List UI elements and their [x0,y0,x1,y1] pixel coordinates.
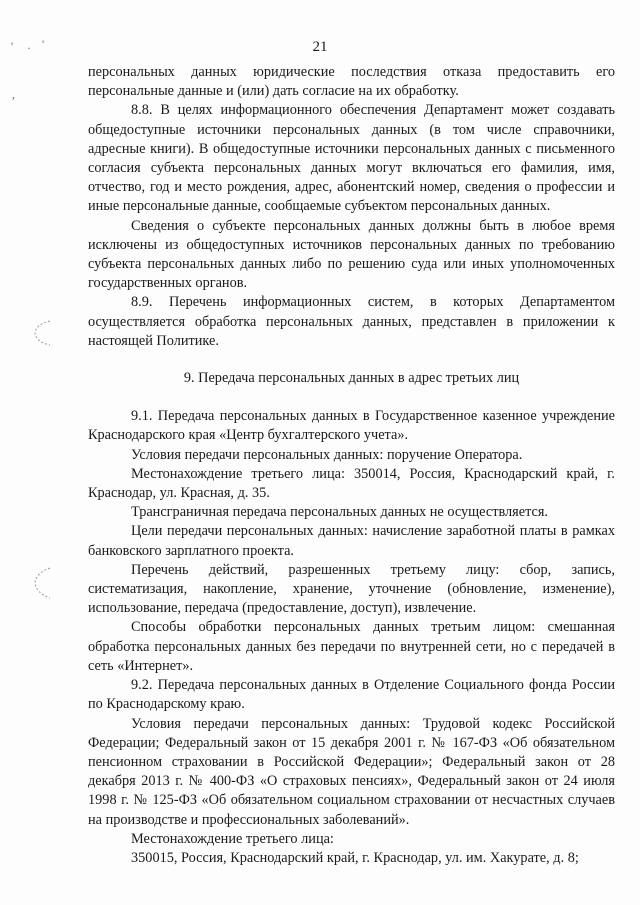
scan-speck: ' [11,39,14,53]
section-heading: 9. Передача персональных данных в адрес третьих лиц [183,370,520,387]
scan-speck: , [12,87,15,101]
paragraph: Трансграничная передача персональных данных не осуществляется. [131,504,549,521]
document-body [88,63,615,868]
section-paragraphs [88,407,615,868]
scan-hole-mark [30,565,54,601]
page-number: 21 [312,39,328,55]
paragraph: 8.8. В целях информационного обеспечения Департамент может создавать общедоступные источники персональных данных (в том числе справочники, адресные книги). В общедоступные источники персональных данных с письменного согласия субъекта персональных данных могут включаться его фамилия, имя, отчество, год и место рождения, адрес, абонентский номер, сведения о профессии и иные персональные данные, сообщаемые субъектом персональных данных. [88,102,615,215]
paragraph: Местонахождение третьего лица: [131,830,334,847]
paragraph: 8.9. Перечень информационных систем, в которых Департаментом осуществляется обработка персональных данных, представлен в приложении к настоящей Политике. [88,294,615,349]
paragraph: Цели передачи персональных данных: начисление заработной платы в рамках банковского зарплатного проекта. [88,523,615,559]
paragraph: Способы обработки персональных данных третьим лицом: смешанная обработка персональных данных без передачи по внутренней сети, но с передачей в сеть «Интернет». [88,619,615,674]
intro-paragraphs [88,63,615,351]
paragraph: 9.2. Передача персональных данных в Отделение Социального фонда России по Краснодарскому краю. [88,677,615,713]
scan-speck: · [27,41,31,55]
paragraph: Условия передачи персональных данных: поручение Оператора. [131,446,523,463]
paragraph: 9.1. Передача персональных данных в Государственное казенное учреждение Краснодарского края «Центр бухгалтерского учета». [88,408,615,444]
paragraph: Перечень действий, разрешенных третьему лицу: сбор, запись, систематизация, накопление, хранение, уточнение (обновление, изменение), использование, передача (предоставление, доступ), извлечение. [88,561,615,617]
paragraph: 350015, Россия, Краснодарский край, г. Краснодар, ул. им. Хакурате, д. 8; [131,849,579,866]
paragraph: Сведения о субъекте персональных данных должны быть в любое время исключены из общедоступных источников персональных данных по требованию субъекта персональных данных либо по решению суда или иных уполномоченных государственных органов. [88,217,615,292]
paragraph: персональных данных юридические последствия отказа предоставить его персональные данные и (или) дать согласие на их обработку. [88,64,615,100]
scan-hole-mark [30,318,54,348]
paragraph: Местонахождение третьего лица: 350014, Россия, Краснодарский край, г. Краснодар, ул. Красная, д. 35. [88,465,615,502]
scan-speck: ' [42,37,45,51]
paragraph: Условия передачи персональных данных: Трудовой кодекс Российской Федерации; Федеральный закон от 15 декабря 2001 г. № 167-ФЗ «Об обязательном пенсионном страховании в Российской Федерации»; Федеральный закон от 28 декабря 2013 г. № 400-ФЗ «О страховых пенсиях», Федеральный закон от 24 июля 1998 г. № 125-ФЗ «Об обязательном социальном страховании от несчастных случаев на производстве и профессиональных заболеваний». [88,715,615,828]
